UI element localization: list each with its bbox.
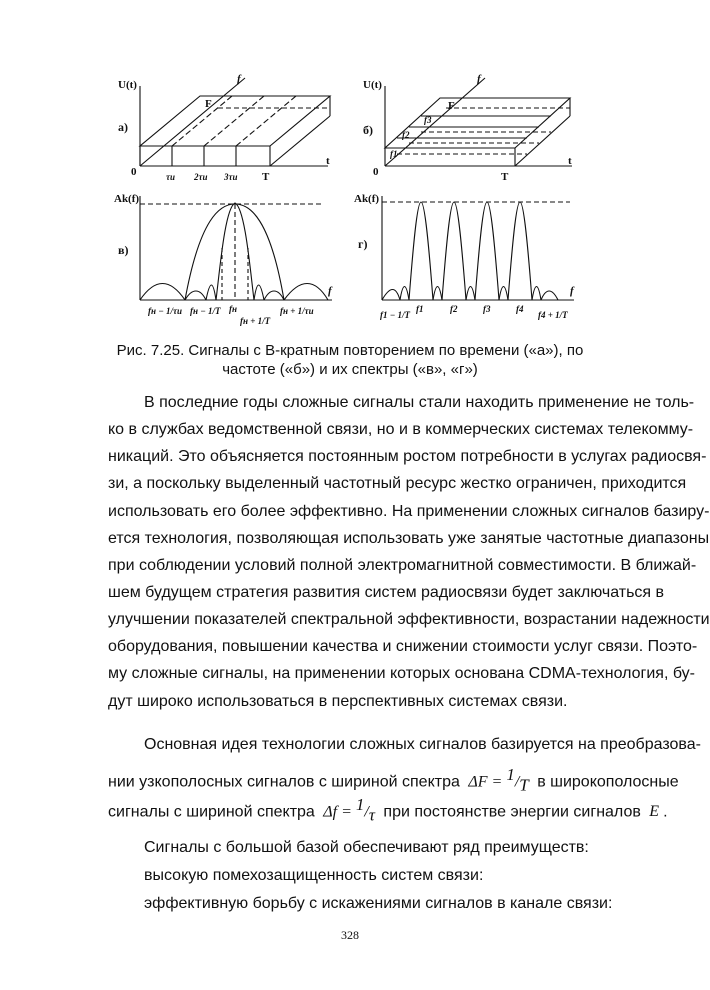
panel-b-band-1: f1 bbox=[390, 149, 398, 159]
panel-g-tick-5: f4 bbox=[516, 304, 524, 314]
caption-line-1: Рис. 7.25. Сигналы с В-кратным повторением по времени («а»), по bbox=[116, 342, 584, 359]
paragraph-line: зи, а поскольку выделенный частотный ресурс жестко ограничен, приходится bbox=[108, 475, 687, 493]
panel-g-tick-2: f1 bbox=[416, 304, 424, 314]
list-item: Сигналы с большой базой обеспечивают ряд преимуществ: bbox=[144, 839, 589, 856]
paragraph-2-text-c: сигналы с шириной спектра bbox=[108, 803, 315, 821]
figure-svg bbox=[100, 68, 600, 338]
panel-a-tick-4: T bbox=[262, 171, 270, 183]
panel-b-T-label: T bbox=[501, 171, 509, 183]
panel-b-y-label: U(t) bbox=[363, 79, 382, 91]
formula-delta-f: $\Delta f = ^1/_\tau$ bbox=[323, 795, 375, 825]
panel-v-f-axis: f bbox=[328, 285, 332, 297]
figure-7-25 bbox=[100, 68, 600, 338]
paragraph-line: ко в службах ведомственной связи, но и в коммерческих системах телекомму- bbox=[108, 421, 694, 439]
panel-a-origin: 0 bbox=[131, 166, 137, 178]
panel-v-tick-5: fн + 1/τи bbox=[280, 306, 314, 316]
panel-b-label: б) bbox=[363, 123, 373, 137]
panel-v-label: в) bbox=[118, 243, 129, 257]
panel-v-tick-4: fн + 1/T bbox=[240, 316, 271, 326]
page-number: 328 bbox=[341, 928, 359, 942]
panel-g-label: г) bbox=[358, 237, 368, 251]
panel-a-F-label: F bbox=[205, 98, 212, 110]
panel-g-y-label: Ak(f) bbox=[354, 193, 380, 205]
paragraph-1 bbox=[108, 389, 710, 715]
paragraph-2-line-2 bbox=[108, 760, 679, 795]
panel-a-f-axis: f bbox=[237, 73, 241, 85]
paragraph-line: улучшении показателей спектральной эффективности, возрастании надежности bbox=[108, 611, 710, 629]
panel-g-tick-1: f1 − 1/T bbox=[380, 310, 410, 320]
paragraph-2-line-3 bbox=[108, 790, 668, 825]
formula-delta-F-num: 1 bbox=[506, 765, 515, 784]
paragraph-2-line-1: Основная идея технологии сложных сигналов базируется на преобразова- bbox=[144, 736, 701, 753]
paragraph-line: дут широко использоваться в перспективных системах связи. bbox=[108, 692, 568, 710]
caption-line-2: частоте («б») и их спектры («в», «г») bbox=[222, 361, 478, 378]
panel-v-y-label: Ak(f) bbox=[114, 193, 140, 205]
panel-v-tick-1: fн − 1/τи bbox=[148, 306, 182, 316]
paragraph-line: му сложные сигналы, на применении которых основана CDMA-технология, бу- bbox=[108, 665, 695, 683]
panel-a-tick-1: τи bbox=[166, 172, 175, 182]
panel-v-tick-3: fн bbox=[229, 304, 237, 314]
panel-a-tick-2: 2τи bbox=[194, 172, 208, 182]
paragraph-line: ется технология, позволяющая использовать уже занятые частотные диапазоны bbox=[108, 529, 710, 547]
figure-caption bbox=[110, 341, 590, 379]
panel-v-tick-2: fн − 1/T bbox=[190, 306, 221, 316]
panel-g-tick-6: f4 + 1/T bbox=[538, 310, 568, 320]
formula-delta-f-num: 1 bbox=[355, 795, 365, 814]
paragraph-line: шем будущем стратегия развития систем радиосвязи будет заключаться в bbox=[108, 583, 665, 601]
paragraph-line: никаций. Это объясняется постоянным ростом потребности в услугах радиосвя- bbox=[108, 448, 707, 466]
paragraph-line: при соблюдении условий полной электромагнитной совместимости. В ближай- bbox=[108, 556, 697, 574]
paragraph-2-text-b: в широкополосные bbox=[537, 773, 679, 791]
paragraph-line: оборудования, повышении качества и снижении стоимости услуг связи. Поэто- bbox=[108, 638, 698, 656]
panel-b-band-3: f3 bbox=[424, 115, 432, 125]
list-item: эффективную борьбу с искажениями сигналов в канале связи: bbox=[144, 895, 613, 912]
list-item: высокую помехозащищенность систем связи: bbox=[144, 867, 484, 884]
formula-delta-f-den: τ bbox=[368, 805, 375, 825]
advantages-list bbox=[108, 834, 634, 918]
energy-symbol: E bbox=[649, 803, 660, 821]
paragraph-2-end: . bbox=[663, 803, 668, 821]
panel-a-graphic bbox=[140, 78, 330, 166]
panel-b-F-label: F bbox=[448, 100, 455, 112]
panel-a-y-label: U(t) bbox=[118, 79, 137, 91]
panel-b-t-axis: t bbox=[568, 155, 572, 167]
formula-delta-f-lhs: Δf = bbox=[323, 803, 352, 821]
formula-delta-F: $\Delta F = ^1/_T$ bbox=[468, 765, 529, 795]
panel-a-tick-3: 3τи bbox=[224, 172, 238, 182]
panel-b-band-2: f2 bbox=[402, 130, 410, 140]
panel-b-f-axis: f bbox=[477, 73, 481, 85]
panel-v-graphic bbox=[140, 196, 332, 300]
formula-delta-F-den: T bbox=[519, 775, 529, 795]
panel-g-graphic bbox=[382, 196, 574, 300]
paragraph-2-text-a: нии узкополосных сигналов с шириной спектра bbox=[108, 773, 460, 791]
panel-a-t-axis: t bbox=[326, 155, 330, 167]
panel-b-graphic bbox=[385, 78, 572, 166]
panel-b-origin: 0 bbox=[373, 166, 379, 178]
paragraph-line: использовать его более эффективно. На применении сложных сигналов базиру- bbox=[108, 502, 710, 520]
panel-a-label: а) bbox=[118, 120, 128, 134]
panel-g-tick-3: f2 bbox=[450, 304, 458, 314]
paragraph-2 bbox=[108, 730, 701, 825]
panel-g-f-axis: f bbox=[570, 285, 574, 297]
formula-delta-F-lhs: ΔF = bbox=[468, 773, 503, 791]
paragraph-2-text-d: при постоянстве энергии сигналов bbox=[383, 803, 641, 821]
panel-g-tick-4: f3 bbox=[483, 304, 491, 314]
paragraph-line: В последние годы сложные сигналы стали находить применение не толь- bbox=[144, 394, 695, 411]
